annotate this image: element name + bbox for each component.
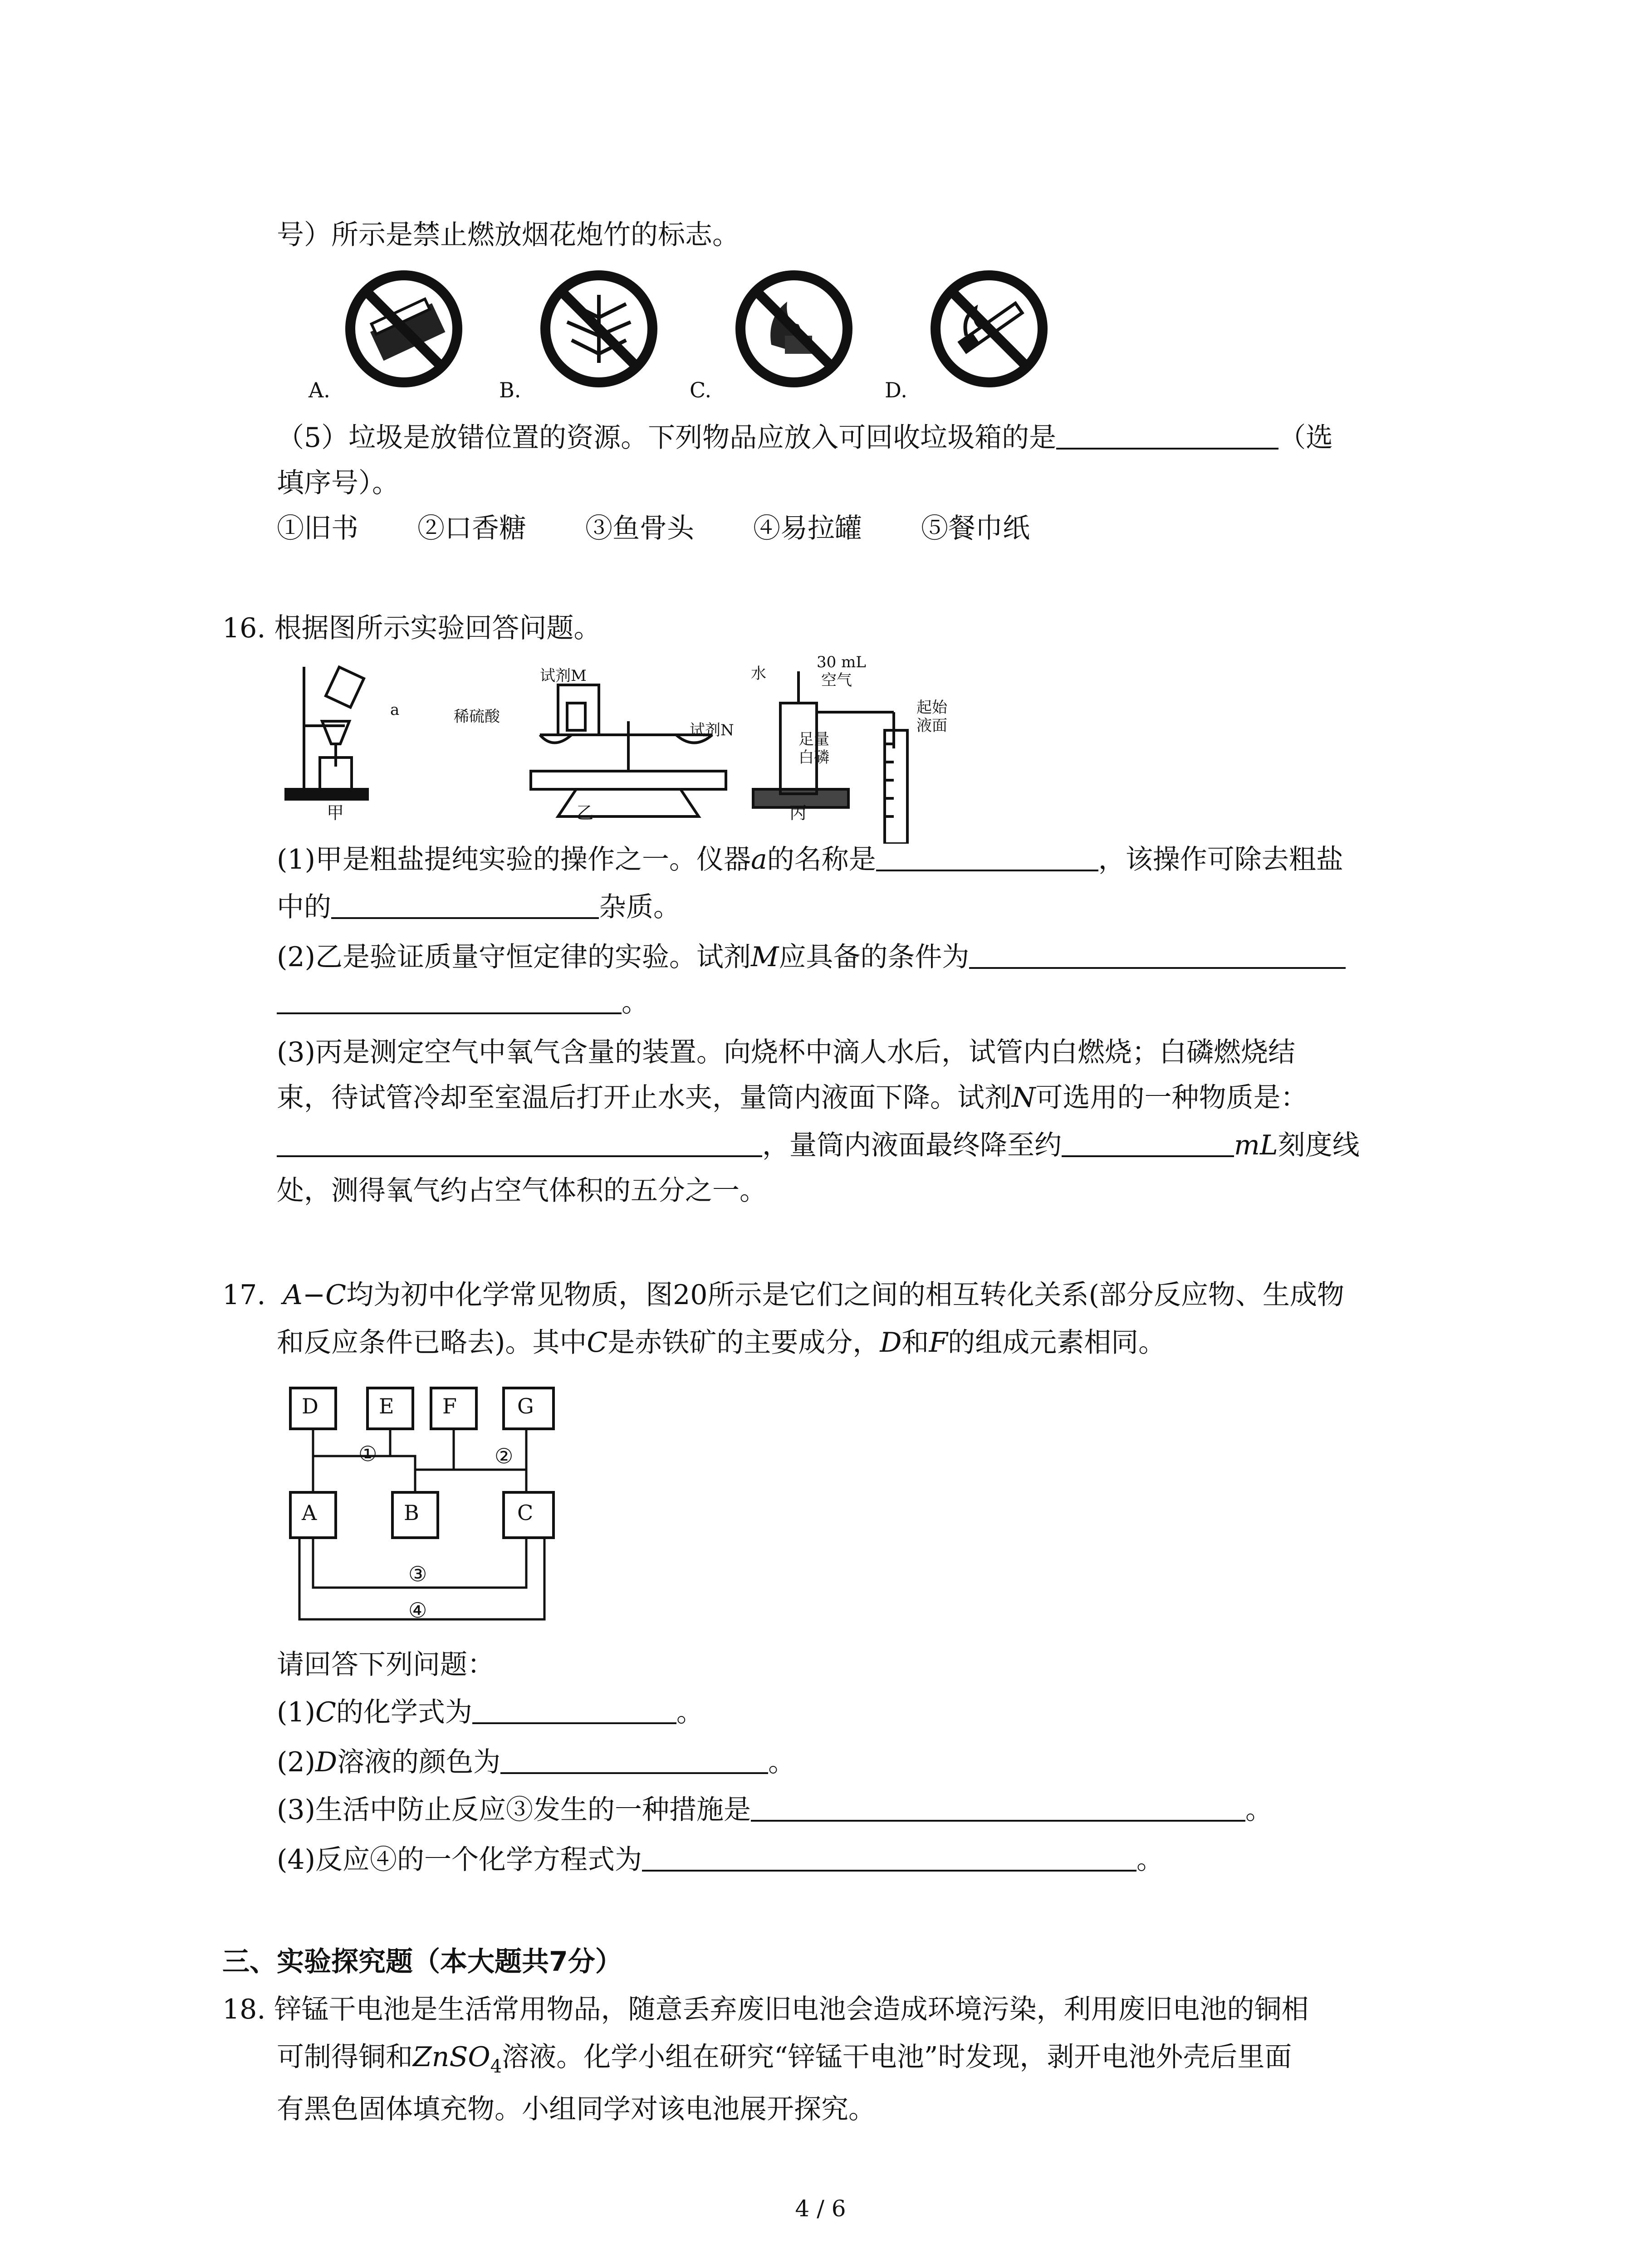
- box-e: E: [379, 1394, 394, 1418]
- sign-a-icon: [350, 275, 457, 382]
- answer-blank[interactable]: [500, 1745, 768, 1774]
- option-1: ①旧书: [277, 513, 358, 544]
- answer-blank[interactable]: [1062, 1128, 1234, 1157]
- box-c: C: [517, 1501, 534, 1525]
- fig-label-shui: 水: [751, 665, 766, 683]
- q16-title: 16. 根据图所示实验回答问题。: [222, 612, 601, 644]
- q15-part5-line1: （5）垃圾是放错位置的资源。下列物品应放入可回收垃圾箱的是 （选: [277, 420, 1333, 456]
- sign-label-c: C.: [690, 378, 712, 402]
- sign-label-d: D.: [885, 378, 907, 402]
- option-2: ②口香糖: [417, 513, 526, 544]
- box-f: F: [442, 1394, 457, 1418]
- q16-part3-line2: 束，待试管冷却至室温后打开止水夹，量筒内液面下降。试剂N可选用的一种物质是：: [277, 1082, 1308, 1114]
- sign-d-icon: [936, 275, 1043, 382]
- q15-options: [277, 510, 1089, 547]
- section-3-heading: 三、实验探究题（本大题共7分）: [222, 1946, 622, 1978]
- answer-blank[interactable]: [277, 1128, 762, 1157]
- q17-ask: 请回答下列问题：: [277, 1649, 495, 1681]
- reaction-1: ①: [358, 1442, 377, 1466]
- fig-label-shiji-n: 试剂N: [690, 721, 734, 739]
- q18-line3: 有黑色固体填充物。小组同学对该电池展开探究。: [277, 2093, 876, 2125]
- answer-blank[interactable]: [642, 1843, 1136, 1872]
- box-d: D: [302, 1394, 318, 1418]
- answer-blank[interactable]: [1056, 420, 1279, 450]
- q17-q2: (2)D溶液的颜色为 。: [277, 1744, 795, 1780]
- fig-label-kongqi: 空气: [821, 671, 852, 689]
- option-3: ③鱼骨头: [585, 513, 694, 544]
- sign-b-icon: [545, 275, 652, 382]
- q16-part3-line4: 处，测得氧气约占空气体积的五分之一。: [277, 1175, 767, 1207]
- q18-line1: 18. 锌锰干电池是生活常用物品，随意丢弃废旧电池会造成环境污染，利用废旧电池的铜相: [222, 1994, 1309, 2025]
- box-g: G: [517, 1394, 534, 1418]
- fig-label-yemian: 液面: [916, 717, 947, 735]
- answer-blank[interactable]: [876, 842, 1098, 871]
- answer-blank[interactable]: [969, 940, 1346, 969]
- q16-part3-line1: (3)丙是测定空气中氧气含量的装置。向烧杯中滴人水后，试管内白燃烧；白磷燃烧结: [277, 1036, 1295, 1068]
- q17-relation-diagram: [281, 1379, 581, 1642]
- q17-line2: 和反应条件已略去)。其中C是赤铁矿的主要成分，D和F的组成元素相同。: [277, 1327, 1166, 1359]
- reaction-4: ④: [408, 1598, 427, 1623]
- q16-part2-line2: 。: [277, 984, 649, 1021]
- q16-apparatus-figure: [277, 653, 957, 844]
- answer-blank[interactable]: [331, 890, 599, 919]
- box-b: B: [404, 1501, 419, 1525]
- sign-label-a: A.: [309, 378, 330, 402]
- q15-line1: 号）所示是禁止燃放烟花炮竹的标志。: [277, 219, 740, 251]
- q17-line1: 17. A−C均为初中化学常见物质，图20所示是它们之间的相互转化关系(部分反应物、生成物: [222, 1279, 1344, 1311]
- q15-part5-line2: 填序号）。: [277, 467, 399, 499]
- fig-label-jia: 甲: [327, 803, 344, 823]
- reaction-3: ③: [408, 1562, 427, 1586]
- fig-label-a: a: [390, 701, 400, 719]
- sign-label-b: B.: [499, 378, 521, 402]
- q16-part2-line1: (2)乙是验证质量守恒定律的实验。试剂M应具备的条件为: [277, 939, 1346, 975]
- fig-label-baili: 白磷: [798, 748, 829, 767]
- fig-label-zuliang: 足量: [798, 730, 829, 748]
- option-5: ⑤餐巾纸: [921, 513, 1030, 544]
- fig-label-30ml: 30 mL: [817, 653, 866, 671]
- fig-label-xisuan: 稀硫酸: [454, 708, 500, 726]
- q16-part1-line1: (1)甲是粗盐提纯实验的操作之一。仪器a的名称是 ，该操作可除去粗盐: [277, 841, 1343, 878]
- fig-label-shiji-m: 试剂M: [540, 667, 587, 685]
- answer-blank[interactable]: [751, 1793, 1245, 1822]
- fig-label-yi: 乙: [576, 803, 594, 823]
- fig-label-qishi: 起始: [916, 699, 947, 717]
- answer-blank[interactable]: [277, 985, 622, 1014]
- q17-q1: (1)C的化学式为 。: [277, 1694, 704, 1730]
- fig-label-bing: 丙: [789, 803, 807, 823]
- q17-q3: (3)生活中防止反应③发生的一种措施是 。: [277, 1792, 1273, 1828]
- option-4: ④易拉罐: [753, 513, 862, 544]
- q18-line2: 可制得铜和ZnSO$_4$溶液。化学小组在研究“锌锰干电池”时发现，剥开电池外壳后里面: [277, 2041, 1292, 2077]
- page-number: 4 / 6: [795, 2195, 846, 2222]
- reaction-2: ②: [495, 1444, 514, 1468]
- q16-part1-line2: 中的 杂质。: [277, 889, 681, 925]
- q16-part3-line3: ，量筒内液面最终降至约 mL刻度线: [277, 1127, 1360, 1163]
- q17-q4: (4)反应④的一个化学方程式为 。: [277, 1842, 1164, 1878]
- answer-blank[interactable]: [472, 1695, 676, 1724]
- box-a: A: [302, 1501, 317, 1525]
- sign-c-icon: [740, 275, 847, 382]
